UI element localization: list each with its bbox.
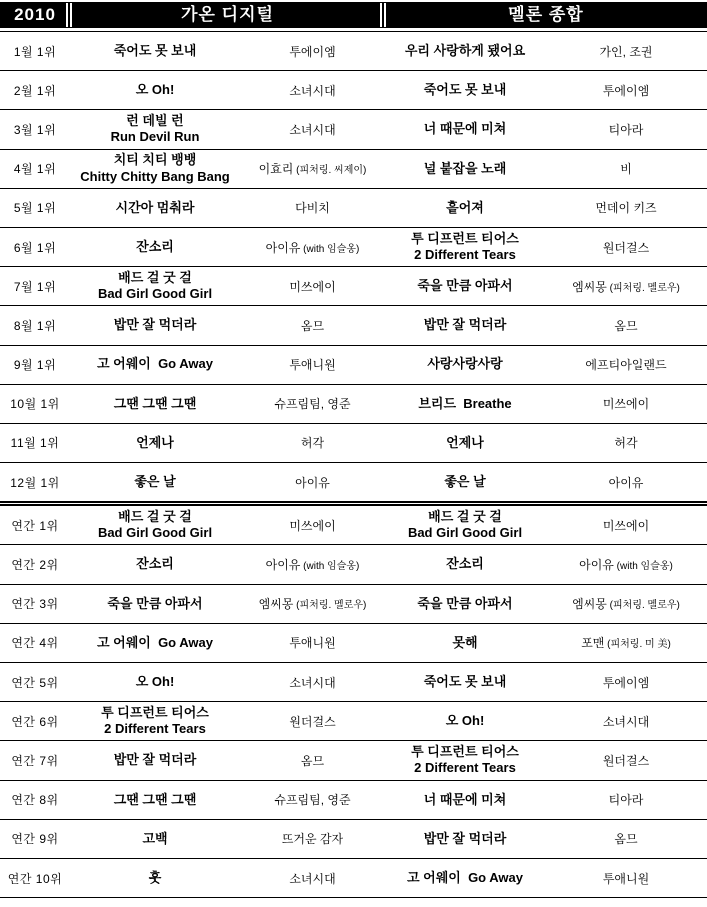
gaon-artist-cell [240, 791, 385, 808]
gaon-artist-cell [240, 43, 385, 60]
gaon-artist-cell [240, 199, 385, 216]
gaon-artist-cell [240, 517, 385, 534]
artist-name: 옴므 [300, 753, 325, 768]
melon-song-cell [385, 356, 545, 372]
gaon-artist-cell [240, 674, 385, 691]
melon-song-cell [385, 744, 545, 777]
artist-name: 투에이엠 [602, 675, 650, 690]
artist-name: 아이유 [295, 475, 330, 490]
gaon-song-cell [70, 556, 240, 572]
melon-song-cell [385, 635, 545, 651]
gaon-song-cell [70, 239, 240, 255]
melon-artist-cell [545, 791, 707, 808]
artist-name: 소녀시대 [289, 871, 336, 886]
artist-name: 미쓰에이 [602, 397, 650, 412]
table-row [0, 346, 707, 385]
song-title: 좋은 날 [444, 474, 486, 490]
artist-name: 옴므 [614, 832, 638, 847]
gaon-song-cell [70, 200, 240, 216]
song-title-en: 2 Different Tears [104, 721, 206, 737]
artist-name: 포맨 [581, 636, 605, 651]
header-year: 2010 [14, 5, 56, 24]
artist-name: 먼데이 키즈 [595, 201, 657, 216]
gaon-song-cell [70, 270, 240, 303]
gaon-artist-cell [240, 595, 385, 612]
melon-song-cell [385, 792, 545, 808]
artist-name: 엠씨몽 [258, 597, 294, 612]
song-title: 잔소리 [136, 238, 174, 254]
song-title: 사랑사랑사랑 [427, 356, 503, 372]
song-title: 죽을 만큼 아파서 [417, 278, 513, 294]
gaon-song-cell [70, 705, 240, 738]
song-title: 죽어도 못 보내 [423, 673, 507, 689]
artist-note: (피처링. 멜로우) [293, 600, 367, 612]
gaon-song-cell [70, 870, 240, 886]
gaon-song-cell [70, 317, 240, 333]
melon-song-cell [385, 278, 545, 294]
song-title: 그땐 그땐 그땐 [113, 791, 197, 807]
artist-name: 소녀시대 [289, 122, 336, 137]
gaon-song-cell [70, 635, 240, 651]
song-title: 오 Oh! [135, 82, 175, 98]
artist-name: 미쓰에이 [602, 518, 650, 533]
table-row [0, 306, 707, 345]
song-title: 고 어웨이 Go Away [97, 356, 213, 372]
song-title: 죽어도 못 보내 [423, 82, 507, 98]
melon-artist-cell [545, 713, 707, 730]
gaon-artist-cell [240, 317, 385, 334]
song-title: 고 어웨이 Go Away [97, 634, 213, 650]
table-row [0, 820, 707, 859]
song-title: 잔소리 [136, 556, 174, 572]
melon-artist-cell [545, 556, 707, 573]
table-row [0, 71, 707, 110]
melon-song-cell [385, 509, 545, 542]
artist-name: 아이유 [265, 240, 301, 255]
song-title: 널 붙잡을 노래 [423, 160, 507, 176]
rank-cell: 연간 1위 [11, 518, 59, 533]
artist-name: 원더걸스 [289, 714, 336, 729]
artist-name: 소녀시대 [602, 714, 650, 729]
artist-name: 미쓰에이 [289, 518, 336, 533]
gaon-song-cell [70, 674, 240, 690]
gaon-artist-cell [240, 870, 385, 887]
song-title-en: Bad Girl Good Girl [97, 525, 213, 541]
song-title: 고백 [142, 830, 168, 846]
artist-name: 티아라 [608, 793, 644, 808]
melon-song-cell [385, 831, 545, 847]
gaon-artist-cell [240, 278, 385, 295]
song-title: 오 Oh! [135, 673, 175, 689]
table-row [0, 463, 707, 506]
rank-cell: 2월 1위 [13, 83, 57, 98]
song-title: 잔소리 [446, 556, 484, 572]
song-title: 너 때문에 미쳐 [423, 791, 507, 807]
rank-cell: 7월 1위 [13, 279, 57, 294]
artist-name: 엠씨몽 [572, 279, 607, 294]
gaon-artist-cell [240, 830, 385, 847]
gaon-artist-cell [240, 434, 385, 451]
gaon-song-cell [70, 792, 240, 808]
table-row [0, 663, 707, 702]
gaon-artist-cell [240, 356, 385, 373]
song-title: 투 디프런트 티어스 [411, 744, 519, 760]
song-title: 죽을 만큼 아파서 [417, 595, 513, 611]
table-row [0, 189, 707, 228]
song-title: 고 어웨이 Go Away [407, 869, 523, 885]
table-row [0, 228, 707, 267]
rank-cell: 1월 1위 [13, 44, 57, 59]
song-title: 언제나 [136, 434, 174, 450]
gaon-song-cell [70, 474, 240, 490]
rank-cell: 연간 8위 [11, 793, 59, 808]
table-row [0, 385, 707, 424]
artist-name: 비 [620, 162, 632, 177]
rank-cell: 연간 4위 [11, 636, 59, 651]
artist-name: 원더걸스 [602, 240, 650, 255]
gaon-artist-cell [240, 160, 385, 177]
artist-name: 아이유 [579, 558, 614, 573]
artist-note: (피처링. 멜로우) [606, 282, 680, 294]
song-title: 오 Oh! [445, 713, 485, 729]
gaon-artist-cell [240, 239, 385, 256]
gaon-song-cell [70, 396, 240, 412]
song-title: 훗 [148, 869, 162, 885]
song-title: 브리드 Breathe [418, 395, 512, 411]
table-row [0, 624, 707, 663]
melon-artist-cell [545, 317, 707, 334]
header-gaon-digital: 가온 디지털 [181, 5, 274, 24]
melon-artist-cell [545, 278, 707, 295]
melon-artist-cell [545, 199, 707, 216]
melon-artist-cell [545, 517, 707, 534]
rank-cell: 연간 5위 [11, 675, 59, 690]
rank-cell: 연간 9위 [11, 832, 59, 847]
artist-name: 옴므 [300, 318, 325, 333]
artist-name: 투애니원 [289, 636, 336, 651]
song-title: 언제나 [446, 434, 484, 450]
artist-name: 허각 [300, 436, 325, 451]
gaon-artist-cell [240, 395, 385, 412]
melon-song-cell [385, 396, 545, 412]
song-title: 투 디프런트 티어스 [411, 230, 519, 246]
song-title: 우리 사랑하게 됐어요 [404, 42, 526, 58]
melon-artist-cell [545, 82, 707, 99]
song-title: 배드 걸 굿 걸 [428, 509, 502, 525]
artist-name: 허각 [614, 436, 638, 451]
song-title: 좋은 날 [134, 474, 176, 490]
table-row [0, 585, 707, 624]
melon-song-cell [385, 435, 545, 451]
artist-name: 뜨거운 감자 [281, 832, 344, 847]
artist-note: (with 임슬옹) [300, 243, 360, 255]
rank-cell: 8월 1위 [13, 318, 57, 333]
artist-name: 옴므 [614, 318, 638, 333]
melon-artist-cell [545, 160, 707, 177]
artist-name: 투애니원 [602, 871, 650, 886]
rank-cell: 3월 1위 [13, 122, 57, 137]
melon-song-cell [385, 870, 545, 886]
rank-cell: 10월 1위 [10, 397, 60, 412]
melon-artist-cell [545, 434, 707, 451]
rank-cell: 12월 1위 [10, 475, 60, 490]
song-title-en: Chitty Chitty Bang Bang [80, 168, 230, 184]
rank-cell: 연간 2위 [11, 558, 59, 573]
melon-song-cell [385, 674, 545, 690]
rank-cell: 연간 7위 [11, 753, 59, 768]
gaon-song-cell [70, 152, 240, 185]
song-title: 못해 [452, 634, 478, 650]
artist-name: 에프티아일랜드 [585, 358, 667, 373]
gaon-artist-cell [240, 752, 385, 769]
melon-song-cell [385, 596, 545, 612]
table-row [0, 267, 707, 306]
chart-table-page [0, 2, 707, 907]
song-title: 투 디프런트 티어스 [101, 705, 209, 721]
table-row [0, 781, 707, 820]
melon-artist-cell [545, 43, 707, 60]
table-row [0, 741, 707, 780]
artist-name: 원더걸스 [602, 753, 650, 768]
melon-song-cell [385, 474, 545, 490]
artist-name: 티아라 [608, 122, 644, 137]
artist-note: (with 임슬옹) [613, 561, 673, 573]
artist-name: 다비치 [295, 201, 330, 216]
artist-name: 엠씨몽 [572, 597, 607, 612]
melon-artist-cell [545, 752, 707, 769]
melon-song-cell [385, 713, 545, 729]
song-title-en: 2 Different Tears [414, 247, 516, 263]
rank-cell: 연간 10위 [7, 871, 63, 886]
gaon-song-cell [70, 509, 240, 542]
song-title: 시간아 멈춰라 [115, 199, 195, 215]
song-title: 밥만 잘 먹더라 [113, 752, 197, 768]
artist-name: 소녀시대 [289, 83, 336, 98]
song-title: 밥만 잘 먹더라 [423, 317, 507, 333]
artist-name: 이효리 [258, 162, 294, 177]
melon-artist-cell [545, 595, 707, 612]
artist-name: 투에이엠 [289, 44, 336, 59]
melon-artist-cell [545, 830, 707, 847]
rank-cell: 연간 3위 [11, 597, 59, 612]
rank-cell: 4월 1위 [13, 162, 57, 177]
song-title: 밥만 잘 먹더라 [423, 830, 507, 846]
gaon-song-cell [70, 752, 240, 768]
table-rows [0, 31, 707, 898]
gaon-artist-cell [240, 121, 385, 138]
artist-name: 가인, 조권 [599, 44, 653, 59]
melon-song-cell [385, 231, 545, 264]
gaon-song-cell [70, 43, 240, 59]
melon-artist-cell [545, 239, 707, 256]
song-title: 치티 치티 뱅뱅 [113, 152, 197, 168]
melon-artist-cell [545, 674, 707, 691]
song-title-en: Bad Girl Good Girl [407, 525, 523, 541]
table-row [0, 702, 707, 741]
artist-name: 아이유 [608, 475, 644, 490]
table-row [0, 424, 707, 463]
gaon-song-cell [70, 831, 240, 847]
header-divider-icon [380, 3, 386, 27]
song-title-en: Bad Girl Good Girl [97, 286, 213, 302]
melon-song-cell [385, 121, 545, 137]
rank-cell: 연간 6위 [11, 714, 59, 729]
melon-artist-cell [545, 395, 707, 412]
artist-note: (피처링. 멜로우) [606, 600, 680, 612]
melon-song-cell [385, 317, 545, 333]
melon-song-cell [385, 82, 545, 98]
header-melon-overall: 멜론 종합 [508, 5, 584, 24]
song-title: 그땐 그땐 그땐 [113, 395, 197, 411]
melon-artist-cell [545, 356, 707, 373]
table-row [0, 859, 707, 898]
table-row [0, 545, 707, 584]
melon-artist-cell [545, 870, 707, 887]
artist-note: (피처링. 씨제이) [293, 165, 367, 177]
artist-note: (피처링. 미 美) [604, 639, 671, 651]
gaon-artist-cell [240, 713, 385, 730]
song-title: 배드 걸 굿 걸 [118, 269, 192, 285]
gaon-song-cell [70, 82, 240, 98]
song-title: 밥만 잘 먹더라 [113, 317, 197, 333]
gaon-song-cell [70, 113, 240, 146]
gaon-artist-cell [240, 474, 385, 491]
table-row [0, 110, 707, 149]
table-header [0, 2, 707, 28]
artist-name: 슈프림팀, 영준 [274, 793, 351, 808]
song-title-en: 2 Different Tears [414, 760, 516, 776]
artist-name: 미쓰에이 [289, 279, 336, 294]
gaon-artist-cell [240, 82, 385, 99]
melon-artist-cell [545, 634, 707, 651]
gaon-artist-cell [240, 556, 385, 573]
gaon-song-cell [70, 356, 240, 372]
song-title: 너 때문에 미쳐 [423, 121, 507, 137]
melon-artist-cell [545, 121, 707, 138]
table-row [0, 506, 707, 545]
artist-name: 투애니원 [289, 358, 336, 373]
artist-name: 아이유 [265, 558, 301, 573]
rank-cell: 6월 1위 [13, 240, 57, 255]
rank-cell: 5월 1위 [13, 201, 57, 216]
song-title: 죽어도 못 보내 [113, 42, 197, 58]
rank-cell: 11월 1위 [10, 436, 60, 451]
melon-artist-cell [545, 474, 707, 491]
melon-song-cell [385, 556, 545, 572]
artist-name: 소녀시대 [289, 675, 336, 690]
melon-song-cell [385, 43, 545, 59]
gaon-artist-cell [240, 634, 385, 651]
table-row [0, 150, 707, 189]
song-title: 배드 걸 굿 걸 [118, 509, 192, 525]
rank-cell: 9월 1위 [13, 358, 57, 373]
artist-note: (with 임슬옹) [300, 561, 360, 573]
gaon-song-cell [70, 435, 240, 451]
song-title: 런 데빌 런 [126, 113, 184, 129]
melon-song-cell [385, 161, 545, 177]
song-title: 흩어져 [446, 199, 484, 215]
artist-name: 투에이엠 [602, 83, 650, 98]
song-title-en: Run Devil Run [110, 129, 200, 145]
artist-name: 슈프림팀, 영준 [274, 397, 351, 412]
song-title: 죽을 만큼 아파서 [107, 595, 203, 611]
table-row [0, 32, 707, 71]
gaon-song-cell [70, 596, 240, 612]
melon-song-cell [385, 200, 545, 216]
header-divider-icon [66, 3, 72, 27]
